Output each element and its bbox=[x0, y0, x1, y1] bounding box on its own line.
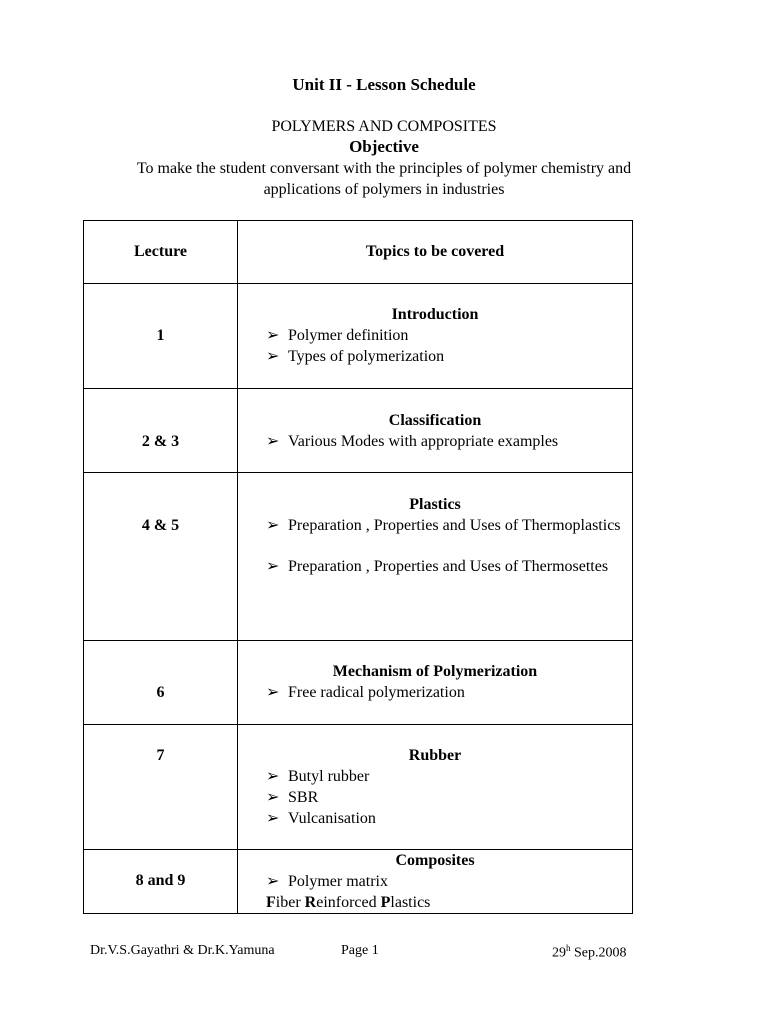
list-item bbox=[266, 325, 624, 346]
subject-heading: POLYMERS AND COMPOSITES bbox=[271, 118, 497, 135]
topics-cell bbox=[238, 389, 633, 473]
arrow-bullet-icon: ➢ bbox=[266, 433, 280, 450]
arrow-bullet-icon: ➢ bbox=[266, 558, 280, 575]
topics-cell bbox=[238, 641, 633, 725]
topic-list bbox=[266, 515, 624, 577]
table-row bbox=[84, 725, 633, 850]
section-title: Mechanism of Polymerization bbox=[332, 663, 538, 680]
footer-authors: Dr.V.S.Gayathri & Dr.K.Yamuna bbox=[90, 943, 275, 958]
lecture-number: 6 bbox=[156, 684, 165, 701]
table-row bbox=[84, 284, 633, 389]
lecture-number: 1 bbox=[156, 327, 165, 344]
objective-text bbox=[0, 158, 768, 200]
table-row bbox=[84, 641, 633, 725]
fiber-reinforced-plastics: Fiber Reinforced Plastics bbox=[266, 894, 431, 911]
topic-text: Vulcanisation bbox=[288, 810, 376, 827]
list-item bbox=[266, 682, 624, 703]
topic-text: Butyl rubber bbox=[288, 768, 370, 785]
arrow-bullet-icon: ➢ bbox=[266, 873, 280, 890]
spacer bbox=[266, 536, 624, 556]
lecture-cell bbox=[84, 284, 238, 389]
section-title: Composites bbox=[395, 852, 475, 869]
arrow-bullet-icon: ➢ bbox=[266, 684, 280, 701]
topics-cell bbox=[238, 850, 633, 914]
list-item bbox=[266, 556, 624, 577]
header-lecture: Lecture bbox=[84, 221, 238, 284]
objective-line-2: applications of polymers in industries bbox=[263, 181, 505, 198]
topic-text: Preparation , Properties and Uses of Thermosettes bbox=[288, 558, 609, 575]
table-row bbox=[84, 850, 633, 914]
topic-text: Types of polymerization bbox=[288, 348, 445, 365]
list-item bbox=[266, 808, 624, 829]
topic-text: Preparation , Properties and Uses of Thermoplastics bbox=[288, 517, 621, 534]
arrow-bullet-icon: ➢ bbox=[266, 327, 280, 344]
arrow-bullet-icon: ➢ bbox=[266, 348, 280, 365]
table-row bbox=[84, 389, 633, 473]
lecture-number: 8 and 9 bbox=[135, 872, 186, 889]
topics-cell bbox=[238, 473, 633, 641]
list-item bbox=[266, 892, 624, 913]
topic-list bbox=[266, 871, 624, 913]
topics-cell bbox=[238, 284, 633, 389]
lecture-cell bbox=[84, 850, 238, 914]
topic-text: Polymer definition bbox=[288, 327, 409, 344]
topic-text: SBR bbox=[288, 789, 319, 806]
section-title: Classification bbox=[388, 412, 482, 429]
topic-list bbox=[266, 431, 624, 452]
document-title: Unit II - Lesson Schedule bbox=[292, 75, 476, 94]
topic-text: Various Modes with appropriate examples bbox=[288, 433, 559, 450]
arrow-bullet-icon: ➢ bbox=[266, 768, 280, 785]
topic-text: Polymer matrix bbox=[288, 873, 388, 890]
lecture-cell bbox=[84, 389, 238, 473]
topics-cell bbox=[238, 725, 633, 850]
objective-heading: Objective bbox=[349, 137, 419, 156]
list-item bbox=[266, 871, 624, 892]
list-item bbox=[266, 515, 624, 536]
topic-list bbox=[266, 682, 624, 703]
list-item bbox=[266, 346, 624, 367]
topic-list bbox=[266, 325, 624, 367]
arrow-bullet-icon: ➢ bbox=[266, 789, 280, 806]
table-row bbox=[84, 473, 633, 641]
section-title: Rubber bbox=[408, 747, 462, 764]
footer-page-number: Page 1 bbox=[341, 943, 379, 958]
lecture-number: 7 bbox=[156, 747, 165, 764]
header-topics: Topics to be covered bbox=[238, 221, 633, 284]
arrow-bullet-icon: ➢ bbox=[266, 810, 280, 827]
lecture-number: 2 & 3 bbox=[141, 433, 180, 450]
lecture-cell bbox=[84, 641, 238, 725]
list-item bbox=[266, 787, 624, 808]
section-title: Introduction bbox=[391, 306, 479, 323]
list-item bbox=[266, 766, 624, 787]
topic-text: Free radical polymerization bbox=[288, 684, 465, 701]
objective-line-1: To make the student conversant with the principles of polymer chemistry and bbox=[136, 160, 632, 177]
table-header-row bbox=[84, 221, 633, 284]
lecture-number: 4 & 5 bbox=[141, 517, 180, 534]
lecture-cell bbox=[84, 725, 238, 850]
section-title: Plastics bbox=[409, 496, 461, 513]
lecture-cell bbox=[84, 473, 238, 641]
arrow-bullet-icon: ➢ bbox=[266, 517, 280, 534]
list-item bbox=[266, 431, 624, 452]
footer-date: 29$^h$ Sep.2008 bbox=[552, 943, 627, 961]
lesson-schedule-table bbox=[83, 220, 633, 914]
topic-list bbox=[266, 766, 624, 829]
